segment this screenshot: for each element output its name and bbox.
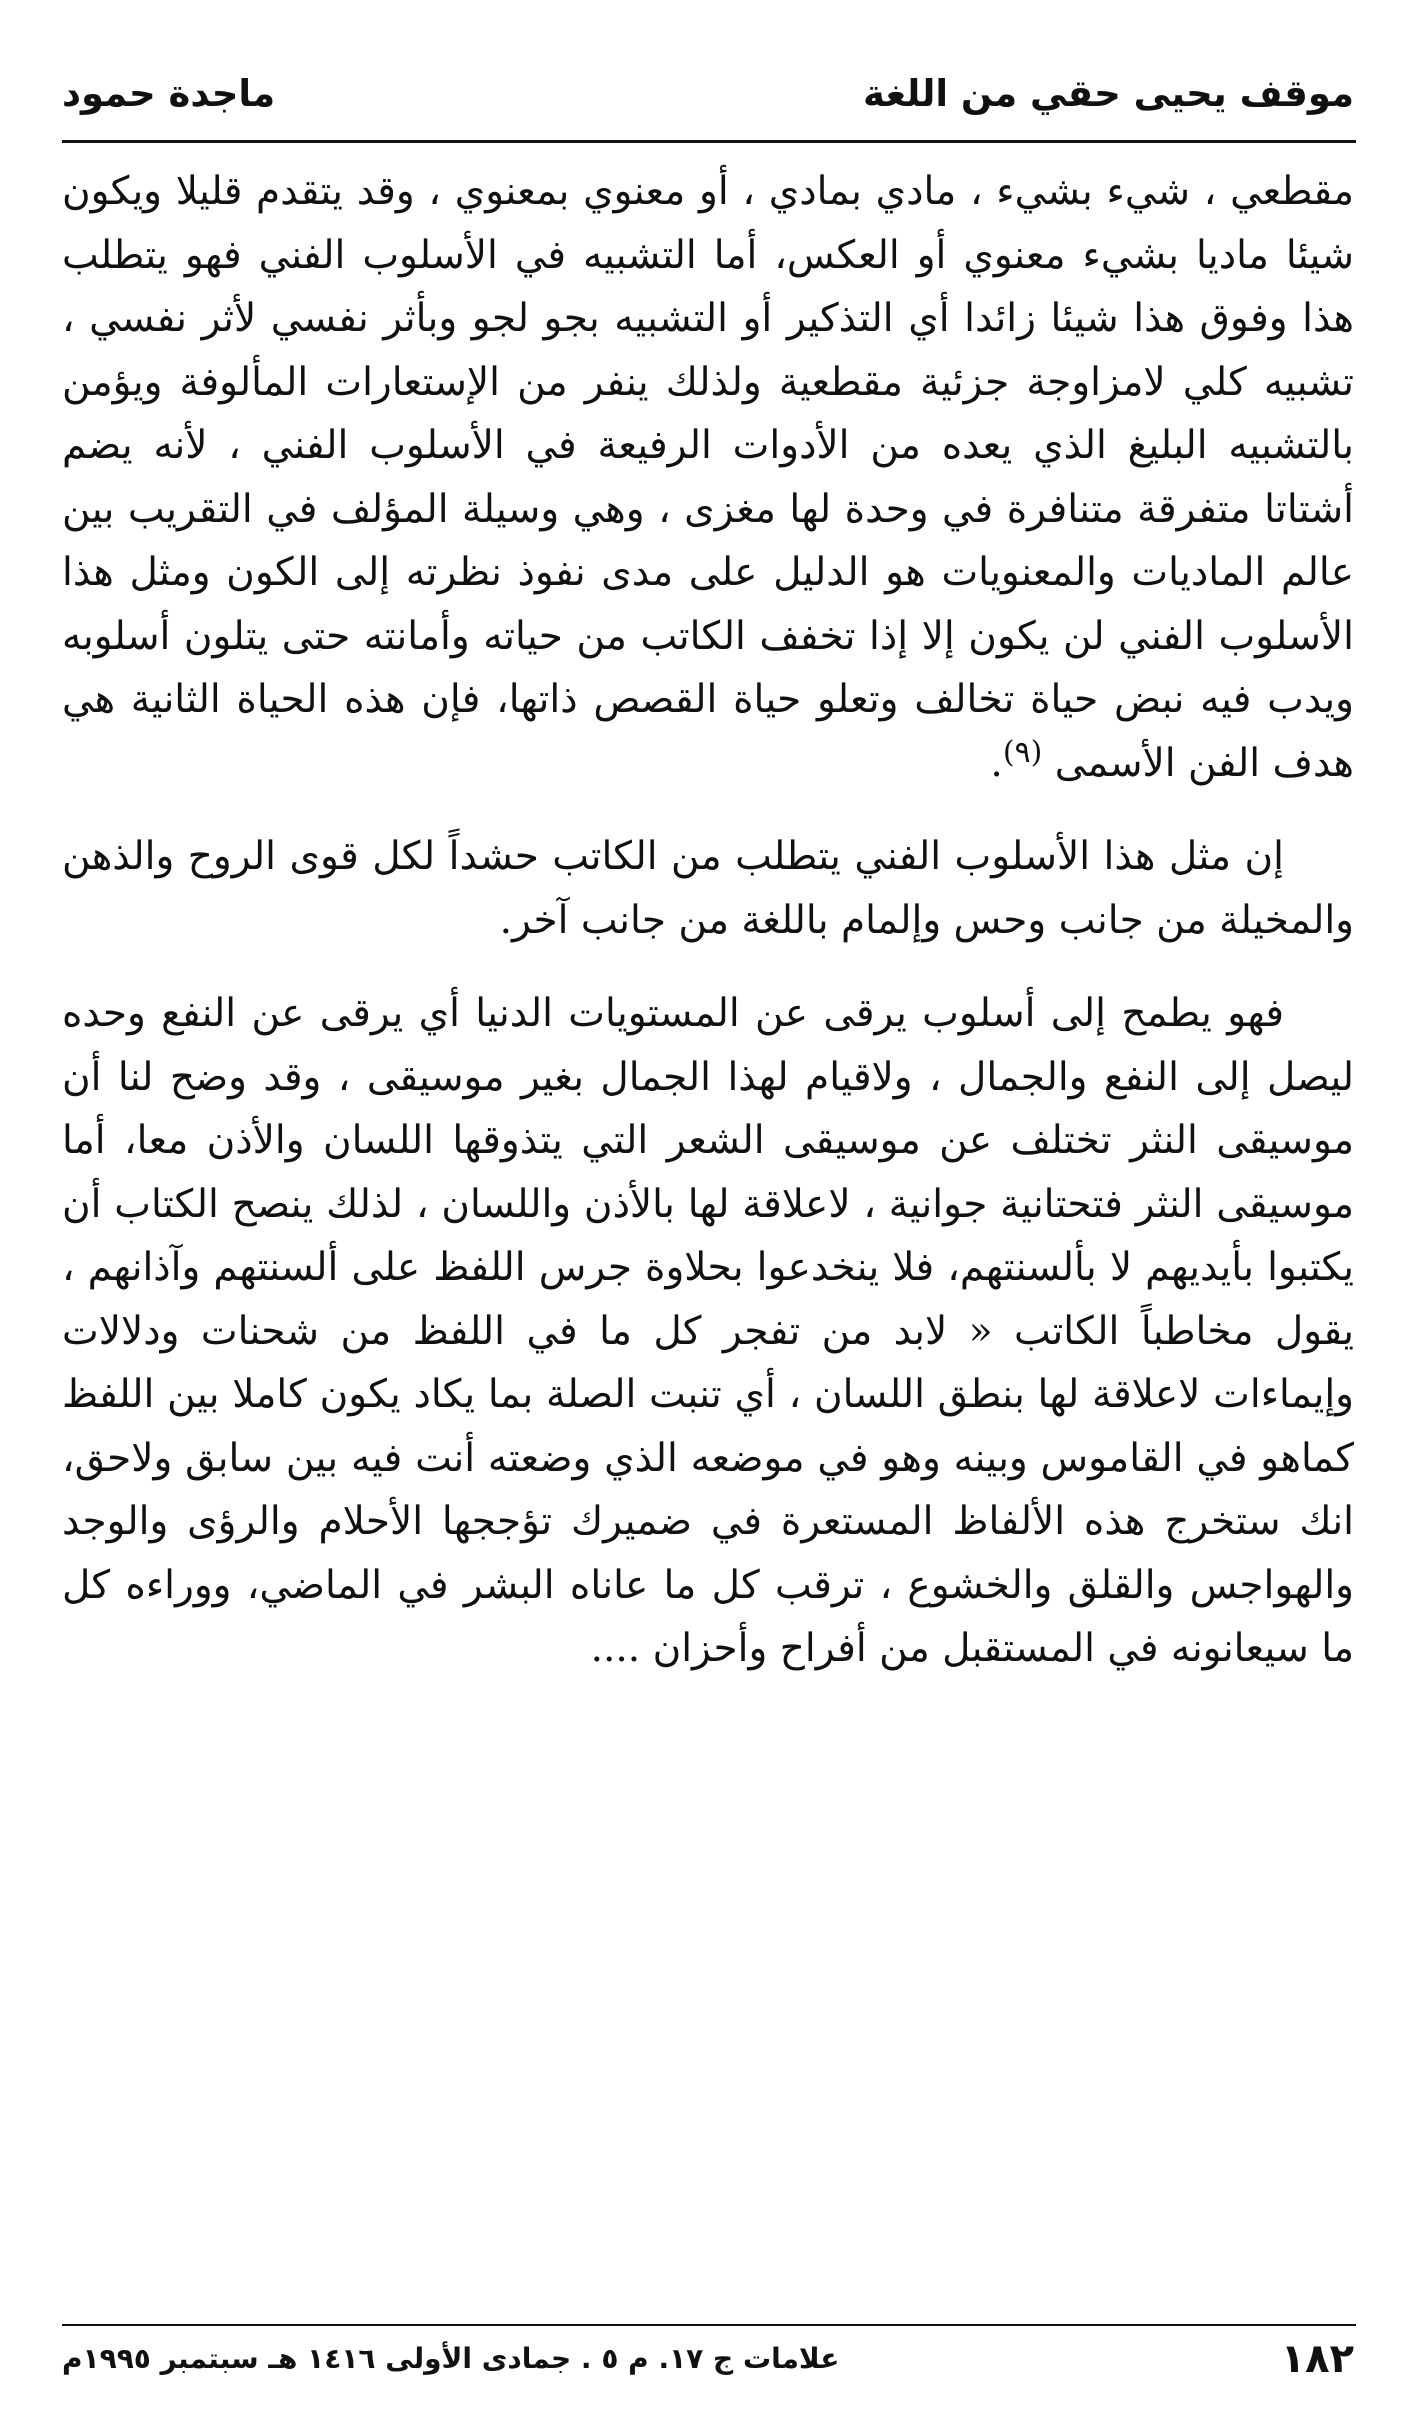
header-divider bbox=[62, 140, 1356, 143]
footnote-reference: (٩) bbox=[1002, 734, 1043, 770]
journal-citation: علامات ج ١٧. م ٥ . جمادى الأولى ١٤١٦ هـ سبتمبر ١٩٩٥م bbox=[62, 2342, 840, 2375]
running-header bbox=[62, 62, 1354, 142]
paragraph-2 bbox=[62, 825, 1354, 952]
paragraph-3 bbox=[62, 982, 1354, 1681]
paragraph-1-text: مقطعي ، شيء بشيء ، مادي بمادي ، أو معنوي بمعنوي ، وقد يتقدم قليلا ويكون شيئا ماديا بشيء معنوي أو العكس، أما التشبيه في الأسلوب الفني فهو يتطلب هذا وفوق هذا شيئا زائدا أي التذكير أو التشبيه بجو لجو وبأثر نفسي لأثر نفسي ، تشبيه كلي لامزاوجة جزئية مقطعية ولذلك ينفر من الإستعارات المألوفة ويؤمن بالتشبيه البليغ الذي يعده من الأدوات الرفيعة في الأسلوب الفني ، لأنه يضم أشتاتا متفرقة متنافرة في وحدة لها مغزى ، وهي وسيلة المؤلف في التقريب بين عالم الماديات والمعنويات هو الدليل على مدى نفوذ نظرته إلى الكون ومثل هذا الأسلوب الفني لن يكون إلا إذا تخفف الكاتب من حياته وأمانته حتى يتلون أسلوبه ويدب فيه نبض حياة تخالف وتعلو حياة القصص ذاتها، فإن هذه الحياة الثانية هي هدف الفن الأسمى bbox=[62, 169, 1354, 786]
article-body bbox=[62, 160, 1354, 1681]
footer-divider bbox=[62, 2324, 1356, 2326]
page-number: ١٨٢ bbox=[1280, 2336, 1354, 2382]
paragraph-1 bbox=[62, 160, 1354, 795]
running-footer bbox=[62, 2336, 1354, 2396]
author-name: ماجدة حمود bbox=[62, 72, 276, 115]
paragraph-2-text: إن مثل هذا الأسلوب الفني يتطلب من الكاتب حشداً لكل قوى الروح والذهن والمخيلة من جانب وحس وإلمام باللغة من جانب آخر. bbox=[62, 834, 1354, 943]
paragraph-1-end: . bbox=[990, 740, 1003, 786]
paragraph-3-text: فهو يطمح إلى أسلوب يرقى عن المستويات الدنيا أي يرقى عن النفع وحده ليصل إلى النفع والجمال ، ولاقيام لهذا الجمال بغير موسيقى ، وقد وضح لنا أن موسيقى النثر تختلف عن موسيقى الشعر التي يتذوقها اللسان والأذن معا، أما موسيقى النثر فتحتانية جوانية ، لاعلاقة لها بالأذن واللسان ، لذلك ينصح الكتاب أن يكتبوا بأيديهم لا بألسنتهم، فلا ينخدعوا بحلاوة جرس اللفظ على ألسنتهم وآذانهم ، يقول مخاطباً الكاتب « لابد من تفجر كل ما في اللفظ من شحنات ودلالات وإيماءات لاعلاقة لها بنطق اللسان ، أي تنبت الصلة بما يكاد يكون كاملا بين اللفظ كماهو في القاموس وبينه وهو في موضعه الذي وضعته أنت فيه بين سابق ولاحق، انك ستخرج هذه الألفاظ المستعرة في ضميرك تؤججها الأحلام والرؤى والوجد والهواجس والقلق والخشوع ، ترقب كل ما عاناه البشر في الماضي، ووراءه كل ما سيعانونه في المستقبل من أفراح وأحزان .... bbox=[62, 991, 1354, 1671]
article-title: موقف يحيى حقي من اللغة bbox=[863, 72, 1354, 115]
